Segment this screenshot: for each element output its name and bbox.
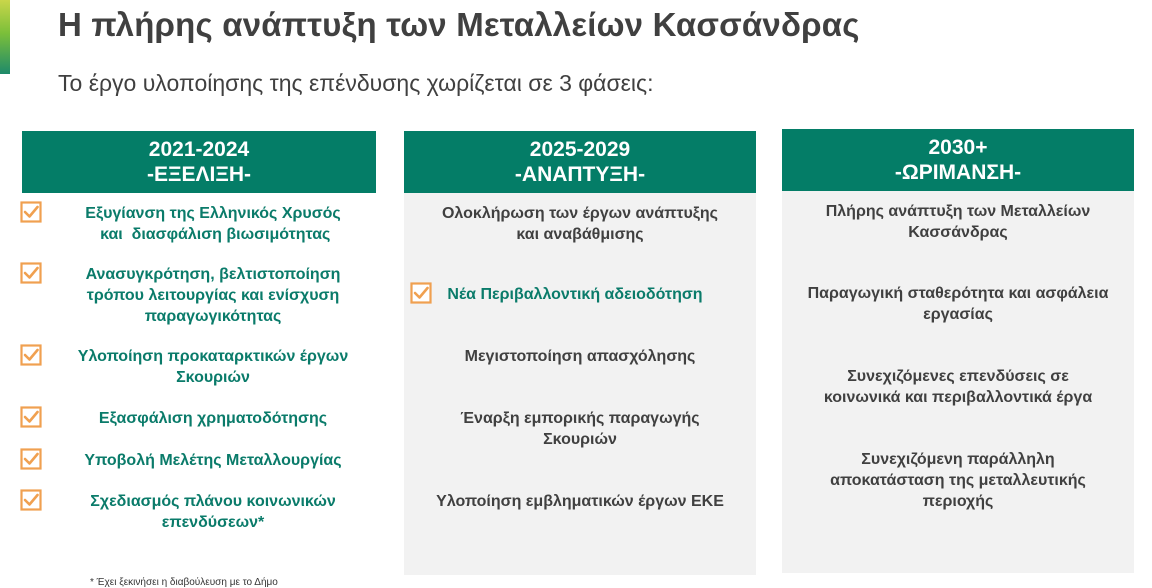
phase-item <box>404 203 756 245</box>
footnote: * Έχει ξεκινήσει η διαβούλευση με το Δήμο <box>90 577 278 588</box>
phase-period: 2030+ <box>928 136 988 159</box>
checkbox-checked-icon <box>20 262 42 284</box>
phase-name: -ΩΡΙΜΑΝΣΗ- <box>894 161 1022 184</box>
checkbox-checked-icon <box>410 282 432 304</box>
phase-item-line: Συνεχιζόμενες επενδύσεις σε <box>847 368 1069 385</box>
phase-item-line: Κασσάνδρας <box>908 224 1008 241</box>
phase-item-line: Υποβολή Μελέτης Μεταλλουργίας <box>84 452 342 469</box>
phase-item-line: και διασφάλιση βιωσιμότητας <box>95 226 331 243</box>
phase-name: -ΑΝΑΠΤΥΞΗ- <box>514 163 646 186</box>
phase-item-line: Συνεχιζόμενη παράλληλη <box>861 451 1055 468</box>
accent-bar <box>0 0 10 74</box>
page-title: Η πλήρης ανάπτυξη των Μεταλλείων Κασσάνδρας <box>58 6 860 43</box>
phase-item-line: Υλοποίηση προκαταρκτικών έργων <box>77 348 349 365</box>
phase-item-line: τρόπου λειτουργίας και ενίσχυση <box>86 287 340 304</box>
phase-column-2 <box>404 131 756 575</box>
phase-item-line: Σχεδιασμός πλάνου κοινωνικών <box>90 493 336 510</box>
phase-item-line: Εξυγίανση της Ελληνικός Χρυσός <box>85 205 341 222</box>
phase-item-line: Εξασφάλιση χρηματοδότησης <box>98 410 328 427</box>
phase-header <box>782 129 1134 191</box>
phase-item <box>52 264 374 327</box>
phase-item <box>782 366 1134 408</box>
checkbox-checked-icon <box>20 344 42 366</box>
phase-item <box>434 284 716 305</box>
phase-item-line: παραγωγικότητας <box>144 308 282 325</box>
phase-item <box>404 491 756 512</box>
phase-item <box>782 283 1134 325</box>
phase-item-line: εργασίας <box>923 306 993 323</box>
phase-item-line: Νέα Περιβαλλοντική αδειοδότηση <box>447 286 703 303</box>
phase-header <box>404 131 756 193</box>
page-subtitle: Το έργο υλοποίησης της επένδυσης χωρίζεται σε 3 φάσεις: <box>58 70 654 96</box>
checkbox-checked-icon <box>20 489 42 511</box>
phase-item-line: Πλήρης ανάπτυξη των Μεταλλείων <box>825 203 1091 220</box>
phase-item-line: Ολοκλήρωση των έργων ανάπτυξης <box>441 205 718 222</box>
phase-item <box>404 346 756 367</box>
phase-period: 2025-2029 <box>529 138 631 161</box>
checkbox-checked-icon <box>20 406 42 428</box>
phase-item <box>52 491 374 533</box>
phase-column-3 <box>782 129 1134 573</box>
phase-item <box>52 346 374 388</box>
phase-item-line: Μεγιστοποίηση απασχόλησης <box>464 348 696 365</box>
phase-item-line: αποκατάσταση της μεταλλευτικής <box>830 472 1086 489</box>
phase-item <box>52 203 374 245</box>
phase-item <box>52 450 374 471</box>
phase-item-line: περιοχής <box>922 493 994 510</box>
phase-column-1 <box>22 131 376 588</box>
phase-item-line: Παραγωγική σταθερότητα και ασφάλεια <box>807 285 1109 302</box>
phase-item-line: Έναρξη εμπορικής παραγωγής <box>460 410 700 427</box>
phase-item-line: επενδύσεων* <box>161 514 265 531</box>
phase-item-line: Υλοποίηση εμβληματικών έργων ΕΚΕ <box>436 493 724 510</box>
phase-item-line: Σκουριών <box>176 369 250 386</box>
phase-item-line: Ανασυγκρότηση, βελτιστοποίηση <box>85 266 341 283</box>
phase-item <box>404 408 756 450</box>
phase-item-line: κοινωνικά και περιβαλλοντικά έργα <box>823 389 1093 406</box>
checkbox-checked-icon <box>20 448 42 470</box>
phase-item <box>52 408 374 429</box>
phase-item-line: και αναβάθμισης <box>516 226 644 243</box>
phase-item-line: Σκουριών <box>543 431 617 448</box>
checkbox-checked-icon <box>20 201 42 223</box>
phase-header <box>22 131 376 193</box>
phase-item <box>782 449 1134 512</box>
phase-period: 2021-2024 <box>148 138 250 161</box>
phase-name: -ΕΞΕΛΙΞΗ- <box>146 163 252 186</box>
phase-item <box>782 201 1134 243</box>
